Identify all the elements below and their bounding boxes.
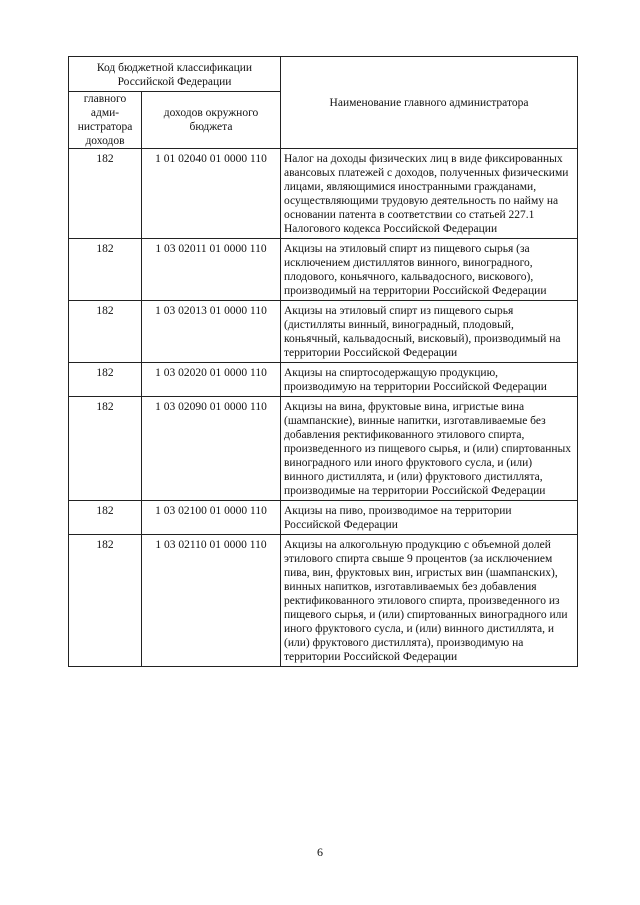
classification-code-header: Код бюджетной классификации Российской Федерации — [69, 57, 281, 92]
admin-code-cell: 182 — [69, 301, 142, 363]
main-administrator-header: главного адми-нистратора доходов — [69, 92, 142, 149]
administrator-name-header: Наименование главного администратора — [281, 57, 578, 149]
page-number: 6 — [317, 845, 323, 859]
header-row-top — [69, 57, 578, 92]
budget-classification-table — [68, 56, 578, 667]
table-row — [69, 239, 578, 301]
administrator-name-cell: Акцизы на спиртосодержащую продукцию, производимую на территории Российской Федерации — [281, 363, 578, 397]
district-budget-income-header: доходов окружного бюджета — [142, 92, 281, 149]
table-row — [69, 149, 578, 239]
table-row — [69, 363, 578, 397]
admin-code-cell: 182 — [69, 397, 142, 501]
administrator-name-cell: Акцизы на этиловый спирт из пищевого сырья (дистилляты винный, виноградный, плодовый, коньячный, кальвадосный, висковый), производимый на территории Российской Федерации — [281, 301, 578, 363]
table-row — [69, 535, 578, 667]
budget-code-cell: 1 03 02020 01 0000 110 — [142, 363, 281, 397]
administrator-name-cell: Налог на доходы физических лиц в виде фиксированных авансовых платежей с доходов, полученных физическими лицами, являющимися иностранными гражданами, осуществляющими трудовую деятельность по найму на основании патента в соответствии со статьей 227.1 Налогового кодекса Российской Федерации — [281, 149, 578, 239]
administrator-name-cell: Акцизы на алкогольную продукцию с объемной долей этилового спирта свыше 9 процентов (за исключением пива, вин, фруктовых вин, игристых вин (шампанских), винных напитков, изготавливаемых без добавления ректификованного этилового спирта, произведенного из пищевого сырья, и (или) спиртованных виноградного или иного фруктового сусла, и (или) винного дистиллята, и (или) фруктового дистиллята), производимую на территории Российской Федерации — [281, 535, 578, 667]
budget-code-cell: 1 03 02090 01 0000 110 — [142, 397, 281, 501]
table-header — [69, 57, 578, 149]
table-row — [69, 301, 578, 363]
budget-code-cell: 1 03 02110 01 0000 110 — [142, 535, 281, 667]
administrator-name-cell: Акцизы на этиловый спирт из пищевого сырья (за исключением дистиллятов винного, виноградного, плодового, коньячного, кальвадосного, вискового), производимый на территории Российской Федерации — [281, 239, 578, 301]
admin-code-cell: 182 — [69, 239, 142, 301]
administrator-name-cell: Акцизы на пиво, производимое на территории Российской Федерации — [281, 501, 578, 535]
admin-code-cell: 182 — [69, 535, 142, 667]
budget-code-cell: 1 03 02011 01 0000 110 — [142, 239, 281, 301]
budget-code-cell: 1 03 02013 01 0000 110 — [142, 301, 281, 363]
admin-code-cell: 182 — [69, 149, 142, 239]
table-body — [69, 149, 578, 667]
table-row — [69, 397, 578, 501]
admin-code-cell: 182 — [69, 363, 142, 397]
budget-code-cell: 1 01 02040 01 0000 110 — [142, 149, 281, 239]
budget-code-cell: 1 03 02100 01 0000 110 — [142, 501, 281, 535]
administrator-name-cell: Акцизы на вина, фруктовые вина, игристые вина (шампанские), винные напитки, изготавливаемые без добавления ректификованного этилового спирта, произведенного из пищевого сырья, и (или) спиртованных виноградного или иного фруктового сусла, и (или) винного дистиллята, и (или) фруктового дистиллята, производимые на территории Российской Федерации — [281, 397, 578, 501]
table-row — [69, 501, 578, 535]
admin-code-cell: 182 — [69, 501, 142, 535]
